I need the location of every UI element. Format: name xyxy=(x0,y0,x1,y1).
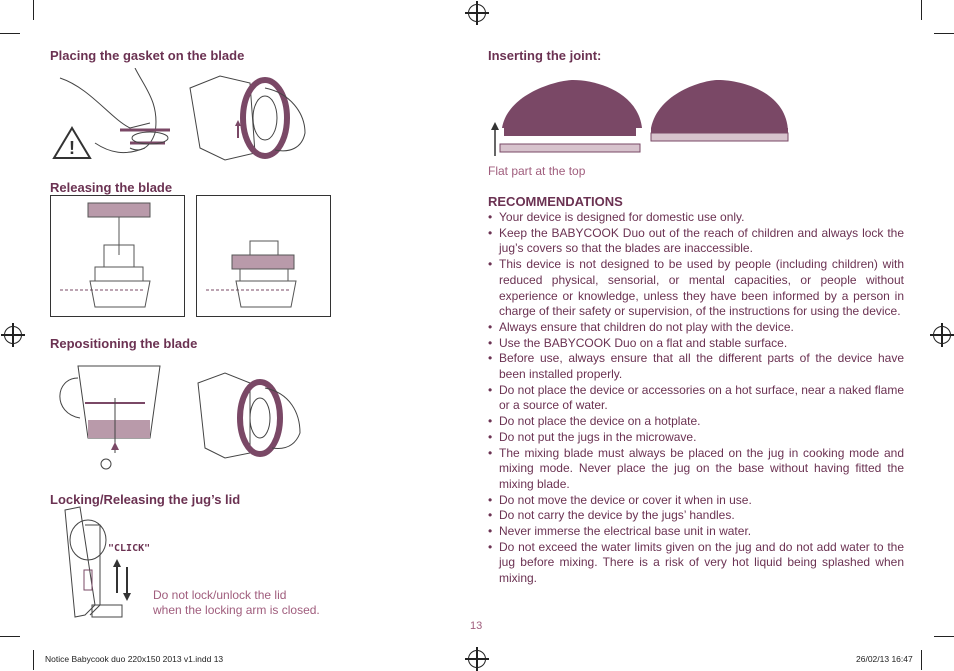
crop-mark xyxy=(934,636,954,637)
list-item: • Do not put the jugs in the microwave. xyxy=(488,430,904,446)
crop-mark xyxy=(921,0,922,20)
crop-mark xyxy=(0,33,20,34)
footer-date: 26/02/13 16:47 xyxy=(856,654,913,664)
section-heading-gasket: Placing the gasket on the blade xyxy=(50,48,245,63)
joint-illustration xyxy=(488,78,793,160)
registration-mark-icon xyxy=(468,650,486,668)
crop-mark xyxy=(921,650,922,670)
list-item: • Do not carry the device by the jugs’ handles. xyxy=(488,508,904,524)
recommendations-heading: RECOMMENDATIONS xyxy=(488,194,623,209)
releasing-illustration-2 xyxy=(196,195,331,317)
list-item: • Always ensure that children do not play with the device. xyxy=(488,320,904,336)
crop-mark xyxy=(934,33,954,34)
page-number: 13 xyxy=(470,620,483,632)
registration-mark-icon xyxy=(933,326,951,344)
list-item: • Before use, always ensure that all the different parts of the device have been installed properly. xyxy=(488,351,904,382)
repositioning-illustration xyxy=(50,358,320,473)
up-arrow-icon xyxy=(491,122,499,156)
footer-file-info: Notice Babycook duo 220x150 2013 v1.indd 13 xyxy=(45,654,224,664)
list-item: • Do not move the device or cover it when in use. xyxy=(488,493,904,509)
click-label: "CLICK" xyxy=(108,543,151,554)
recommendations-list xyxy=(488,210,904,587)
svg-text:!: ! xyxy=(69,138,75,158)
lock-note xyxy=(153,588,320,618)
registration-mark-icon xyxy=(4,326,22,344)
up-down-arrows-icon xyxy=(113,559,131,601)
list-item: • Your device is designed for domestic use only. xyxy=(488,210,904,226)
list-item: • This device is not designed to be used by people (including children) with reduced physical, sensorial, or mental capacities, or people without experience or knowledge, unless they have been informed by a person in charge of their safety or supervision, of the instructions for using the device. xyxy=(488,257,904,320)
releasing-illustration-1 xyxy=(50,195,185,317)
flat-part-caption: Flat part at the top xyxy=(488,164,586,178)
section-heading-joint: Inserting the joint: xyxy=(488,48,602,63)
list-item: • Do not exceed the water limits given on the jug and do not add water to the jug before mixing. There is a risk of very hot liquid being splashed when mixing. xyxy=(488,540,904,587)
section-heading-releasing: Releasing the blade xyxy=(50,180,173,195)
registration-mark-icon xyxy=(468,4,486,22)
gasket-illustration xyxy=(50,68,320,173)
lock-note-line1: Do not lock/unlock the lid xyxy=(153,588,287,602)
warning-triangle-icon xyxy=(54,128,90,158)
lock-note-line2: when the locking arm is closed. xyxy=(153,603,320,617)
crop-mark xyxy=(0,636,20,637)
list-item: • Keep the BABYCOOK Duo out of the reach of children and always lock the jug’s covers so that the blades are inaccessible. xyxy=(488,226,904,257)
list-item: • The mixing blade must always be placed on the jug in cooking mode and mixing mode. Never place the jug on the base without having fitted the mixing blade. xyxy=(488,446,904,493)
list-item: • Do not place the device or accessories on a hot surface, near a naked flame or a source of water. xyxy=(488,383,904,414)
list-item: • Never immerse the electrical base unit in water. xyxy=(488,524,904,540)
section-heading-locking: Locking/Releasing the jug’s lid xyxy=(50,492,241,507)
section-heading-repositioning: Repositioning the blade xyxy=(50,336,198,351)
crop-mark xyxy=(33,650,34,670)
crop-mark xyxy=(33,0,34,20)
list-item: • Do not place the device on a hotplate. xyxy=(488,414,904,430)
list-item: • Use the BABYCOOK Duo on a flat and stable surface. xyxy=(488,336,904,352)
